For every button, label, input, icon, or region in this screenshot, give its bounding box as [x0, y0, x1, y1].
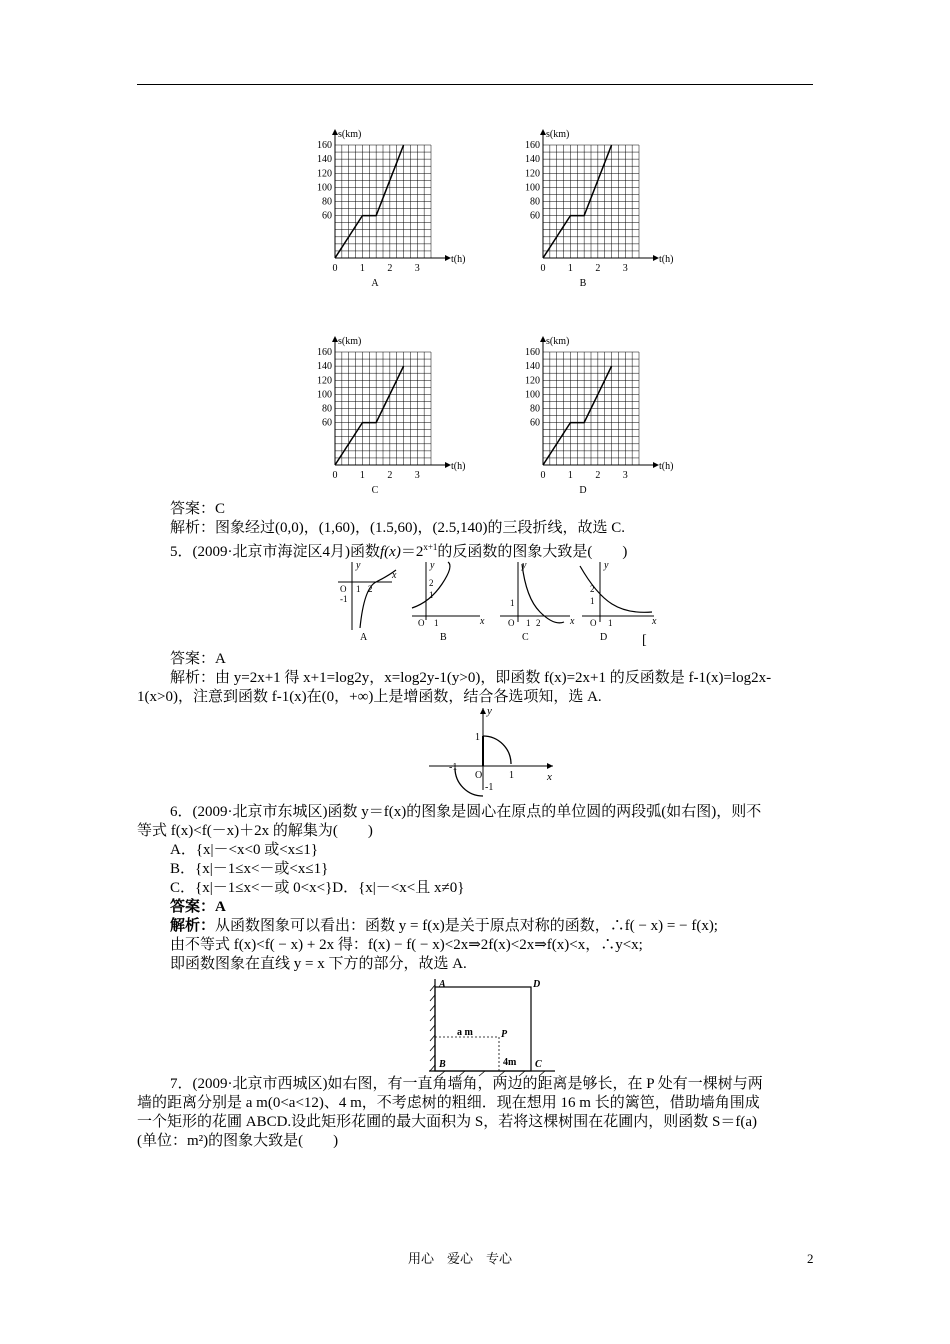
q6-analysis-line2: 由不等式 f(x)<f( − x) + 2x 得：f(x) − f( − x)<2x⇒2f(x)<2x⇒f(x)<x，∴y<x; [170, 937, 643, 953]
distance-graph-b [508, 118, 674, 289]
header-rule [137, 84, 813, 85]
svg-text:y: y [356, 560, 361, 571]
x-axis-label: t(h) [451, 461, 466, 472]
q7-label-a: A [439, 979, 446, 990]
svg-text:O: O [418, 618, 425, 628]
svg-text:O: O [508, 618, 515, 628]
q5-answer: 答案：A [170, 651, 226, 667]
y-tick-label: 120 [317, 168, 332, 180]
svg-text:1: 1 [434, 618, 439, 628]
y-tick-label: 160 [317, 140, 332, 151]
q5-stem-fx: f(x) [380, 544, 401, 560]
q6-analysis-line1-text: 从函数图象可以看出：函数 y = f(x)是关于原点对称的函数，∴f( − x) = − f(x); [215, 918, 718, 934]
y-tick-label: 120 [525, 168, 540, 180]
y-tick-label: 80 [322, 403, 332, 415]
svg-text:O: O [590, 618, 597, 628]
svg-text:2: 2 [429, 578, 434, 588]
y-axis-label: s(km) [546, 129, 570, 140]
y-tick-label: 60 [322, 417, 332, 429]
svg-text:-1: -1 [340, 594, 348, 604]
y-tick-label: 160 [525, 347, 540, 358]
x-tick-label: 3 [414, 263, 420, 274]
q5-stem-exponent: x+1 [423, 542, 438, 552]
x-tick-label: 1 [567, 470, 573, 481]
svg-text:y: y [430, 560, 435, 571]
svg-text:2: 2 [368, 584, 373, 594]
q5-label-b: B [440, 632, 447, 643]
x-tick-label: 2 [595, 470, 601, 481]
q7-label-c: C [535, 1059, 542, 1070]
q6-circle-arc-figure [425, 704, 560, 794]
svg-text:1: 1 [510, 598, 515, 608]
y-axis-label: s(km) [338, 336, 362, 347]
x-tick-label: 3 [622, 263, 628, 274]
q6-stem-line2: 等式 f(x)<f(－x)＋2x 的解集为( ) [137, 823, 373, 839]
graph-label: C [371, 485, 379, 496]
q5-option-graphs [330, 558, 660, 648]
graph-label: D [579, 485, 587, 496]
x-tick-label: 3 [622, 470, 628, 481]
q6-analysis-line1 [170, 917, 718, 935]
y-tick-label: 100 [525, 182, 540, 194]
x-tick-label: 3 [414, 470, 420, 481]
x-tick-label: 2 [595, 263, 601, 274]
q6-option-cd: C．{x|－1≤x<－或 0<x<}D．{x|－<x<且 x≠0} [170, 880, 465, 896]
distance-graph-a [300, 118, 466, 289]
page-number: 2 [807, 1251, 814, 1266]
x-tick-label: 1 [359, 263, 365, 274]
q7-label-am: a m [457, 1027, 473, 1038]
distance-graph-c [300, 325, 466, 496]
y-tick-label: 120 [317, 375, 332, 387]
y-tick-label: 120 [525, 375, 540, 387]
x-tick-label: 2 [387, 470, 393, 481]
q5-stem-a: 5．(2009·北京市海淀区4月)函数 [170, 544, 380, 560]
graph-label: A [371, 278, 379, 289]
q6-origin-label: O [475, 770, 483, 781]
q7-label-4m: 4m [503, 1057, 517, 1068]
svg-text:1: 1 [590, 596, 595, 606]
y-tick-label: 100 [525, 389, 540, 401]
q5-label-d: D [600, 632, 608, 643]
svg-text:x: x [392, 570, 397, 581]
x-tick-label: 0 [540, 263, 546, 274]
q6-y-one-label: 1 [475, 732, 480, 743]
y-axis-label: s(km) [338, 129, 362, 140]
svg-text:2: 2 [590, 584, 595, 594]
q6-option-a: A．{x|－<x<0 或<x≤1} [170, 842, 319, 858]
q5-analysis-line2: 1(x>0)，注意到函数 f-1(x)在(0，+∞)上是增函数，结合各选项知，选 A. [137, 689, 602, 705]
q7-label-b: B [439, 1059, 446, 1070]
q4-answer: 答案：C [170, 501, 226, 517]
x-axis-label: t(h) [659, 461, 674, 472]
svg-text:1: 1 [608, 618, 613, 628]
y-tick-label: 140 [525, 154, 540, 166]
q6-stem-line1: 6．(2009·北京市东城区)函数 y＝f(x)的图象是圆心在原点的单位圆的两段弧(如右图)，则不 [170, 804, 762, 820]
x-axis-label: t(h) [659, 254, 674, 265]
x-tick-label: 0 [540, 470, 546, 481]
y-tick-label: 160 [525, 140, 540, 151]
q6-analysis-head: 解析： [170, 918, 216, 934]
q6-answer: 答案：A [170, 899, 226, 915]
q7-garden-figure [425, 975, 560, 1075]
graph-label: B [579, 278, 587, 289]
y-tick-label: 140 [525, 361, 540, 373]
q5-graph-b [412, 560, 485, 643]
q7-stem-line2: 墙的距离分别是 a m(0<a<12)、4 m，不考虑树的粗细．现在想用 16 m 长的篱笆，借助墙角围成 [137, 1095, 760, 1111]
q7-label-d: D [533, 979, 541, 990]
q5-stem-eq: ＝2 [400, 544, 424, 560]
svg-text:x: x [570, 616, 575, 627]
q6-y-label: y [487, 705, 492, 717]
q5-stray-mark: [ [642, 633, 647, 648]
svg-text:2: 2 [536, 618, 541, 628]
y-tick-label: 80 [322, 196, 332, 208]
svg-text:x: x [652, 616, 657, 627]
svg-text:y: y [522, 560, 527, 571]
q6-x-label: x [547, 771, 552, 783]
q5-label-a: A [360, 632, 368, 643]
q7-label-p: P [501, 1029, 508, 1040]
q5-graph-c [500, 560, 575, 643]
svg-text:1: 1 [526, 618, 531, 628]
x-axis-label: t(h) [451, 254, 466, 265]
y-tick-label: 140 [317, 154, 332, 166]
y-tick-label: 140 [317, 361, 332, 373]
x-tick-label: 0 [332, 470, 338, 481]
svg-text:x: x [480, 616, 485, 627]
svg-text:1: 1 [356, 584, 361, 594]
q6-x-one-label: 1 [509, 770, 514, 781]
q6-x-neg-one-label: -1 [449, 762, 458, 773]
q4-analysis: 解析：图象经过(0,0)，(1,60)，(1.5,60)，(2.5,140)的三段折线，故选 C. [170, 520, 625, 536]
q5-stem-b: 的反函数的图象大致是( ) [437, 544, 628, 560]
svg-text:O: O [340, 584, 347, 594]
x-tick-label: 2 [387, 263, 393, 274]
q5-label-c: C [522, 632, 529, 643]
x-tick-label: 1 [567, 263, 573, 274]
y-tick-label: 60 [530, 210, 540, 222]
x-tick-label: 0 [332, 263, 338, 274]
footer-motto: 用心 爱心 专心 [408, 1251, 513, 1266]
q7-stem-line4: (单位：m²)的图象大致是( ) [137, 1133, 339, 1149]
y-tick-label: 80 [530, 196, 540, 208]
y-tick-label: 60 [530, 417, 540, 429]
q6-analysis-line3: 即函数图象在直线 y = x 下方的部分，故选 A. [170, 956, 467, 972]
distance-graph-d [508, 325, 674, 496]
y-tick-label: 160 [317, 347, 332, 358]
q7-stem-line3: 一个矩形的花圃 ABCD.设此矩形花圃的最大面积为 S，若将这棵树围在花圃内，则函数 S＝f(a) [137, 1114, 758, 1130]
q5-graph-d [580, 560, 657, 643]
x-tick-label: 1 [359, 470, 365, 481]
y-tick-label: 100 [317, 389, 332, 401]
svg-text:1: 1 [429, 590, 434, 600]
q7-stem-line1: 7．(2009·北京市西城区)如右图，有一直角墙角，两边的距离是够长，在 P 处有一棵树与两 [170, 1076, 763, 1092]
q6-y-neg-one-label: -1 [485, 782, 494, 793]
y-tick-label: 80 [530, 403, 540, 415]
q5-graph-a [338, 560, 397, 643]
svg-text:y: y [604, 560, 609, 571]
q5-analysis-line1: 解析：由 y=2x+1 得 x+1=log2y，x=log2y-1(y>0)，即函数 f(x)=2x+1 的反函数是 f-1(x)=log2x- [170, 670, 772, 686]
y-axis-label: s(km) [546, 336, 570, 347]
q6-option-b: B．{x|－1≤x<－或<x≤1} [170, 861, 329, 877]
y-tick-label: 60 [322, 210, 332, 222]
y-tick-label: 100 [317, 182, 332, 194]
